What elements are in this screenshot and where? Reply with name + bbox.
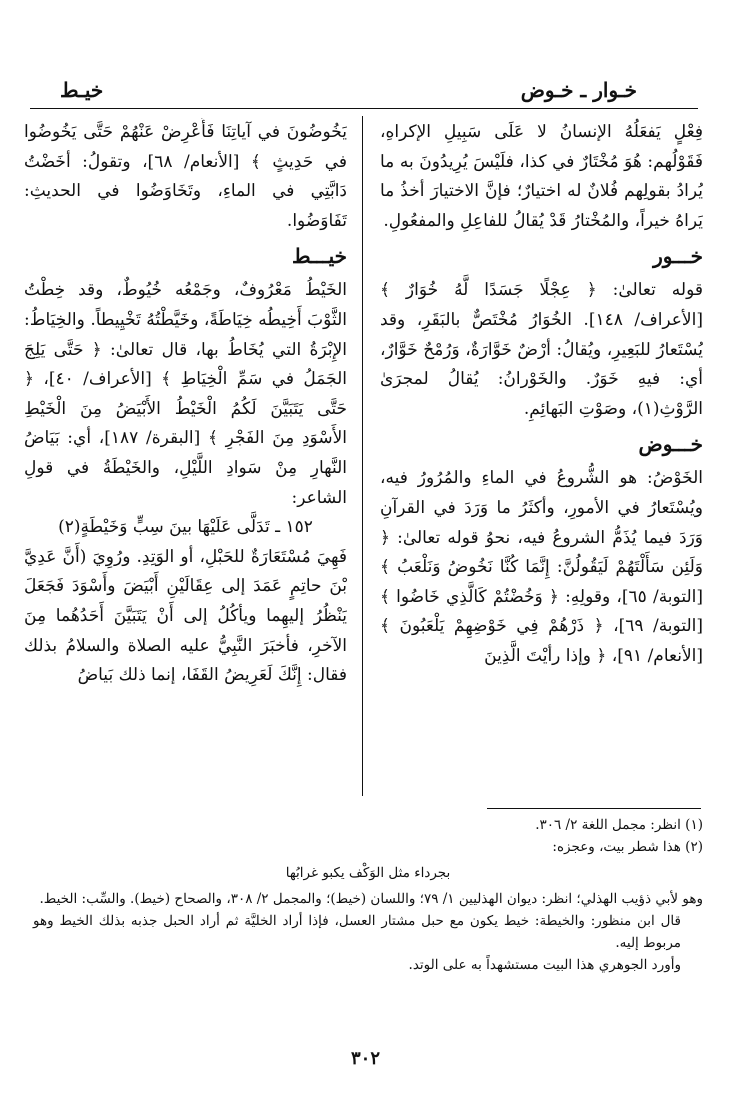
paragraph: فَهِيَ مُسْتَعَارَةٌ للحَبْلِ، أو الوَتِدِ. ورُوِيَ (أَنَّ عَدِيَّ بْنَ حاتِمٍ عَمَدَ إلى عِقَالَيْنِ أَبْيَضَ وأَسْوَدَ فَجَعَلَ يَنْظُرُ إليهِما ويأكُلُ إلى أَنْ يَتَبَيَّنَ أَحَدُهُما مِنَ الآخرِ، فأخبَرَ النَّبِيُّ عليه الصلاة والسلامُ بذلك فقال: إِنَّكَ لَعَرِيضُ القَفَا، إنما ذلك بَياضُ	[24, 546, 347, 686]
footnotes	[33, 814, 703, 976]
header-divider	[30, 108, 698, 109]
poetry-verse: ١٥٢ ـ تَدَلَّى عَلَيْهَا بينَ سِبٍّ وَخَيْطَةٍ(٢)	[58, 517, 313, 538]
paragraph: فِعْلٍ يَفعَلُهُ الإنسانُ لا عَلَى سَبِيلِ الإكراهِ، فَقَوْلُهم: هُوَ مُخْتَارٌ في كذا، فلَيْسَ يُرِيدُونَ به ما يُرادُ بقولِهم فُلانٌ له اختيارٌ؛ فإنَّ الاختيارَ أخذُ ما يَراهُ خيراً، والمُخْتارُ قَدْ يُقالُ للفاعِلِ والمفعُولِ.	[380, 122, 703, 231]
column-divider	[362, 116, 363, 796]
entry-heading-khawr: خـــور	[653, 244, 703, 269]
footnote-1: (١) انظر: مجمل اللغة ٢/ ٣٠٦.	[535, 817, 703, 833]
entry-heading-khawd: خـــوض	[638, 432, 703, 457]
running-header-right: خـوار ـ خـوض	[520, 78, 637, 102]
left-column	[24, 118, 347, 808]
running-header-left: خيـط	[60, 78, 104, 102]
footnote-verse: بجرداء مثل الوَكْف يكبو غرابُها	[285, 865, 451, 881]
footnote-divider	[487, 808, 701, 809]
paragraph: الخَوْضُ: هو الشُّروعُ في الماءِ والمُرُورُ فيه، ويُسْتَعارُ في الأمورِ، وأكثَرُ ما وَرَدَ في القرآنِ وَرَدَ فيما يُذَمُّ الشروعُ فيه، نحوُ قوله تعالىٰ: ﴿ وَلَئِن سَأَلْتَهُمْ لَيَقُولُنَّ: إِنَّمَا كُنَّا نَخُوضُ وَنَلْعَبُ ﴾ [التوبة/ ٦٥]، وقولِهِ: ﴿ وَخُضْتُمْ كَالَّذِي خَاضُوا ﴾ [التوبة/ ٦٩]، ﴿ ذَرْهُمْ فِي خَوْضِهِمْ يَلْعَبُونَ ﴾ [الأنعام/ ٩١]، ﴿ وإذا رأيْتَ الَّذِينَ	[380, 468, 703, 666]
footnote-source: وهو لأبي ذؤيب الهذلي؛ انظر: ديوان الهذليين ١/ ٧٩؛ واللسان (خيط)؛ والمجمل ٢/ ٣٠٨، والصحاح (خيط). والسِّب: الخيط.	[39, 891, 703, 907]
footnote-2: (٢) هذا شطر بيت، وعجزه:	[552, 839, 703, 855]
paragraph: يَخُوضُونَ في آياتِنَا فَأَعْرِضْ عَنْهُمْ حَتَّى يَخُوضُوا في حَدِيثٍ ﴾ [الأنعام/ ٦٨]، وتقولُ: أخَضْتُ دَابَّتِي في الماءِ، وتَخَاوَضُوا في الحديثِ: تَفَاوَضُوا.	[24, 122, 347, 231]
paragraph: قوله تعالىٰ: ﴿ عِجْلًا جَسَدًا لَّهُ خُوَارٌ ﴾ [الأعراف/ ١٤٨]. الخُوَارُ مُخْتَصٌّ بالبَقَرِ، وقد يُسْتَعارُ للبَعِيرِ، ويُقالُ: أرْضٌ خَوَّارَةٌ، وَرُمْحٌ خَوَّارٌ، أي: فيهِ خَوَرٌ. والخَوْرانُ: يُقالُ لمجرَىٰ الرَّوْثِ(١)، وصَوْتِ البَهائِمِ.	[380, 280, 703, 419]
footnote-note: قال ابن منظور: والخيطة: خيط يكون مع حبل مشتار العسل، فإذا أراد الخليَّة ثم أراد الحبل جذبه بذلك الخيط وهو مربوط إليه.	[33, 913, 681, 951]
page-number: ٣٠٢	[350, 1048, 380, 1069]
footnote-note: وأورد الجوهري هذا البيت مستشهداً به على الوتد.	[408, 957, 681, 973]
paragraph: الخَيْطُ مَعْرُوفٌ، وجَمْعُه خُيُوطٌ، وقد خِطْتُ الثَّوْبَ أَخِيطُه خِيَاطَةً، وخَيَّطْتُهُ تَخْيِيطاً. والخِيَاطُ: الإِبْرَةُ التي يُخَاطُ بها، قال تعالىٰ: ﴿ حَتَّى يَلِجَ الجَمَلُ في سَمِّ الْخِيَاطِ ﴾ [الأعراف/ ٤٠]، ﴿ حَتَّى يَتَبَيَّنَ لَكُمُ الْخَيْطُ الأَبْيَضُ مِنَ الْخَيْطِ الأَسْوَدِ مِنَ الفَجْرِ ﴾ [البقرة/ ١٨٧]، أي: بَيَاضُ النَّهارِ مِنْ سَوادِ اللَّيْلِ، والخَيْطَةُ في قولِ الشاعر:	[24, 280, 347, 508]
entry-heading-khayt: خيـــط	[292, 244, 347, 269]
right-column	[380, 118, 703, 790]
